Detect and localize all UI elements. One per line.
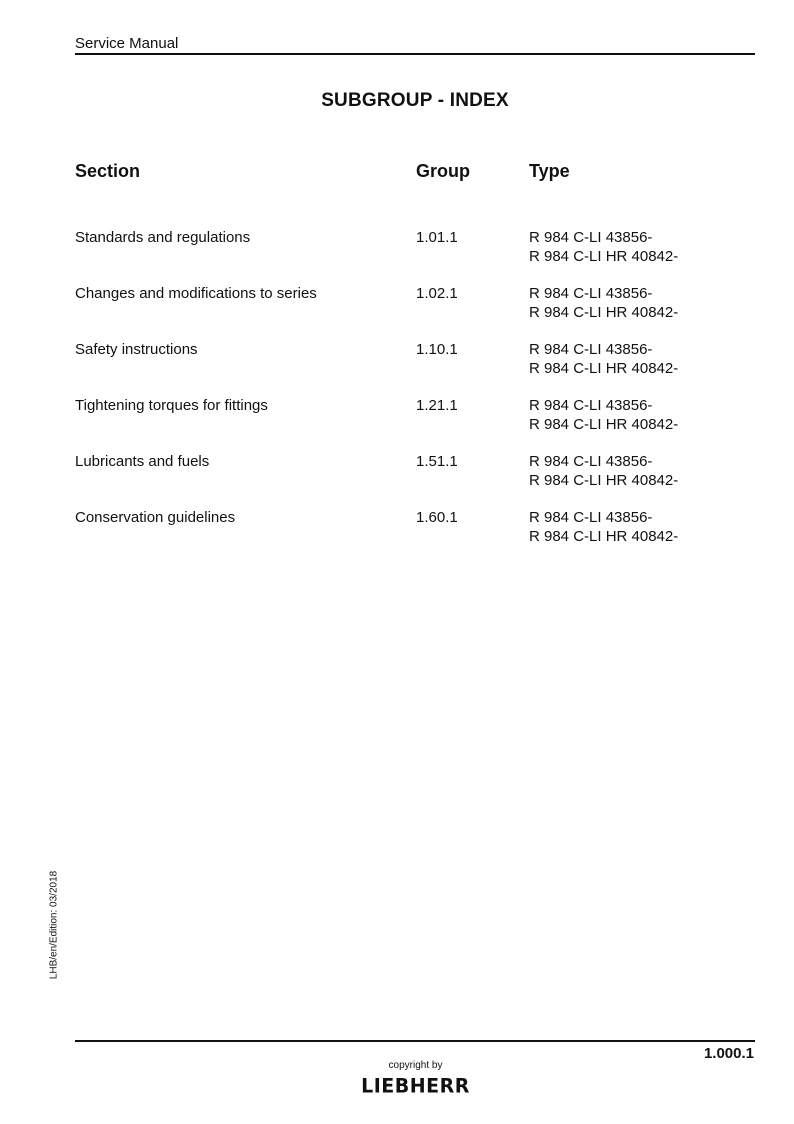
type-cell <box>529 228 678 266</box>
footer-divider <box>75 1040 755 1042</box>
index-table <box>0 228 794 564</box>
type-cell <box>529 284 678 322</box>
type-line: R 984 C-LI 43856- <box>529 229 653 246</box>
type-line: R 984 C-LI 43856- <box>529 509 653 526</box>
page-title: SUBGROUP - INDEX <box>321 90 509 111</box>
group-cell: 1.60.1 <box>416 509 458 526</box>
type-line: R 984 C-LI HR 40842- <box>529 528 679 545</box>
section-cell: Tightening torques for fittings <box>75 397 268 414</box>
type-line: R 984 C-LI 43856- <box>529 397 653 414</box>
copyright-label: copyright by <box>388 1060 443 1071</box>
table-row <box>0 396 794 452</box>
type-cell <box>529 340 678 378</box>
group-cell: 1.01.1 <box>416 229 458 246</box>
type-line: R 984 C-LI 43856- <box>529 285 653 302</box>
table-row <box>0 228 794 284</box>
document-header-label: Service Manual <box>75 35 179 52</box>
section-cell: Safety instructions <box>75 341 198 358</box>
header-divider <box>75 53 755 55</box>
type-line: R 984 C-LI 43856- <box>529 341 653 358</box>
table-row <box>0 452 794 508</box>
section-cell: Standards and regulations <box>75 229 251 246</box>
type-line: R 984 C-LI HR 40842- <box>529 248 679 265</box>
group-cell: 1.51.1 <box>416 453 458 470</box>
type-line: R 984 C-LI HR 40842- <box>529 304 679 321</box>
brand-logo: LIEBHERR <box>361 1074 470 1098</box>
section-cell: Conservation guidelines <box>75 509 236 526</box>
column-header-group: Group <box>416 161 470 181</box>
type-line: R 984 C-LI HR 40842- <box>529 416 679 433</box>
type-line: R 984 C-LI 43856- <box>529 453 653 470</box>
edition-note: LHB/en/Edition: 03/2018 <box>48 870 60 980</box>
section-cell: Changes and modifications to series <box>75 285 317 302</box>
group-cell: 1.10.1 <box>416 341 458 358</box>
column-header-section: Section <box>75 161 141 181</box>
column-header-type: Type <box>529 161 570 181</box>
type-line: R 984 C-LI HR 40842- <box>529 472 679 489</box>
table-row <box>0 508 794 564</box>
table-row <box>0 340 794 396</box>
type-cell <box>529 452 678 490</box>
table-row <box>0 284 794 340</box>
group-cell: 1.02.1 <box>416 285 458 302</box>
type-cell <box>529 508 678 546</box>
section-cell: Lubricants and fuels <box>75 453 210 470</box>
page-number: 1.000.1 <box>703 1045 754 1062</box>
group-cell: 1.21.1 <box>416 397 458 414</box>
type-line: R 984 C-LI HR 40842- <box>529 360 679 377</box>
type-cell <box>529 396 678 434</box>
